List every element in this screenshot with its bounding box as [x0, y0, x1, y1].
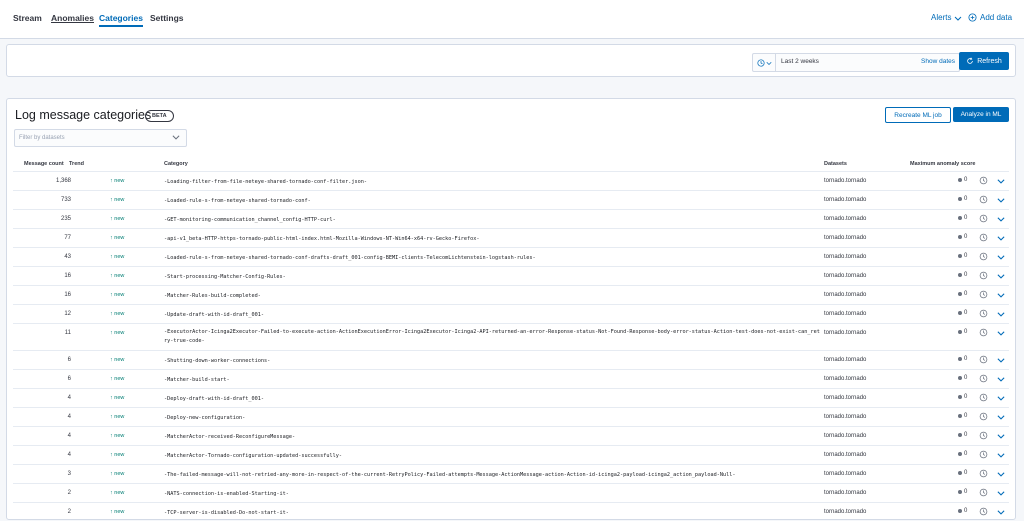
analyze-in-ml-button[interactable]: Analyze in ML — [953, 107, 1009, 122]
chevron-down-icon[interactable] — [996, 233, 1006, 243]
dataset-filter-select[interactable] — [14, 129, 187, 147]
score-dot-icon — [958, 178, 962, 182]
message-count: 4 — [67, 395, 71, 401]
dataset-name: tornado.tornado — [824, 197, 867, 203]
anomaly-score — [958, 375, 967, 381]
tab-stream[interactable]: Stream — [13, 13, 42, 23]
anomaly-score-value: 0 — [964, 508, 968, 514]
anomaly-score — [958, 253, 967, 259]
history-icon[interactable] — [979, 271, 988, 280]
message-count: 2 — [67, 490, 71, 496]
score-dot-icon — [958, 452, 962, 456]
message-count: 6 — [67, 376, 71, 382]
message-count: 12 — [64, 311, 71, 317]
column-header-datasets: Datasets — [824, 161, 847, 167]
dataset-name: tornado.tornado — [824, 292, 867, 298]
table-row — [13, 350, 1009, 369]
trend-new-badge: ↑ new — [110, 216, 125, 222]
anomaly-score-value: 0 — [964, 413, 968, 419]
dataset-name: tornado.tornado — [824, 357, 867, 363]
history-icon[interactable] — [979, 176, 988, 185]
history-icon[interactable] — [979, 450, 988, 459]
trend-new-badge: ↑ new — [110, 330, 125, 336]
trend-new-badge: ↑ new — [110, 311, 125, 317]
table-row — [13, 247, 1009, 266]
dataset-name: tornado.tornado — [824, 216, 867, 222]
score-dot-icon — [958, 273, 962, 277]
history-icon[interactable] — [979, 374, 988, 383]
category-pattern: -MatcherActor-received-ReconfigureMessage- — [164, 434, 296, 440]
category-pattern: -Start-processing-Matcher-Config-Rules- — [164, 274, 286, 280]
table-row — [13, 171, 1009, 190]
table-row — [13, 388, 1009, 407]
category-pattern: -Deploy-new-configuration- — [164, 415, 246, 421]
table-row — [13, 266, 1009, 285]
refresh-label: Refresh — [977, 57, 1002, 65]
category-pattern: -Matcher-Rules-build-completed- — [164, 293, 261, 299]
category-pattern: -Update-draft-with-id-draft_001- — [164, 312, 264, 318]
trend-new-badge: ↑ new — [110, 490, 125, 496]
recreate-ml-job-button[interactable]: Recreate ML job — [885, 107, 951, 123]
history-icon[interactable] — [979, 431, 988, 440]
trend-new-badge: ↑ new — [110, 452, 125, 458]
history-icon[interactable] — [979, 214, 988, 223]
chevron-down-icon[interactable] — [996, 290, 1006, 300]
column-header-category: Category — [164, 161, 188, 167]
dataset-name: tornado.tornado — [824, 330, 867, 336]
trend-new-badge: ↑ new — [110, 197, 125, 203]
chevron-down-icon[interactable] — [996, 393, 1006, 403]
plus-circle-icon — [968, 13, 977, 22]
clock-icon — [757, 59, 765, 67]
table-row — [13, 426, 1009, 445]
message-count: 11 — [64, 330, 71, 336]
trend-new-badge: ↑ new — [110, 509, 125, 515]
score-dot-icon — [958, 330, 962, 334]
anomaly-score-value: 0 — [964, 215, 968, 221]
score-dot-icon — [958, 292, 962, 296]
chevron-down-icon[interactable] — [996, 355, 1006, 365]
anomaly-score-value: 0 — [964, 329, 968, 335]
score-dot-icon — [958, 509, 962, 513]
chevron-down-icon[interactable] — [996, 328, 1006, 338]
dataset-name: tornado.tornado — [824, 433, 867, 439]
dataset-name: tornado.tornado — [824, 471, 867, 477]
filter-placeholder: Filter by datasets — [19, 135, 65, 141]
anomaly-score — [958, 470, 967, 476]
category-pattern: -Loading-filter-from-file-neteye-shared-tornado-conf-filter.json- — [164, 179, 368, 185]
time-filter-panel — [6, 44, 1016, 77]
category-pattern: -NATS-connection-is-enabled-Starting-it- — [164, 491, 289, 497]
chevron-down-icon[interactable] — [996, 374, 1006, 384]
refresh-button[interactable] — [959, 52, 1009, 70]
anomaly-score-value: 0 — [964, 196, 968, 202]
anomaly-score-value: 0 — [964, 177, 968, 183]
dataset-name: tornado.tornado — [824, 273, 867, 279]
table-row — [13, 304, 1009, 323]
trend-new-badge: ↑ new — [110, 235, 125, 241]
anomaly-score — [958, 432, 967, 438]
message-count: 2 — [67, 509, 71, 515]
history-icon[interactable] — [979, 309, 988, 318]
score-dot-icon — [958, 395, 962, 399]
history-icon[interactable] — [979, 412, 988, 421]
history-icon[interactable] — [979, 233, 988, 242]
anomaly-score — [958, 196, 967, 202]
anomaly-score — [958, 394, 967, 400]
history-icon[interactable] — [979, 469, 988, 478]
table-row — [13, 285, 1009, 304]
table-row — [13, 445, 1009, 464]
trend-new-badge: ↑ new — [110, 292, 125, 298]
chevron-down-icon[interactable] — [996, 176, 1006, 186]
history-icon[interactable] — [979, 393, 988, 402]
beta-badge: BETA — [145, 110, 174, 122]
chevron-down-icon — [954, 14, 962, 22]
category-pattern: -GET-monitoring-communication_channel_config-HTTP-curl- — [164, 217, 336, 223]
chevron-down-icon[interactable] — [996, 450, 1006, 460]
dataset-name: tornado.tornado — [824, 490, 867, 496]
anomaly-score-value: 0 — [964, 356, 968, 362]
chevron-down-icon[interactable] — [996, 271, 1006, 281]
alerts-menu[interactable] — [931, 13, 962, 22]
history-icon[interactable] — [979, 195, 988, 204]
history-icon[interactable] — [979, 328, 988, 337]
table-row — [13, 209, 1009, 228]
message-count: 4 — [67, 414, 71, 420]
category-pattern: -Deploy-draft-with-id-draft_001- — [164, 396, 264, 402]
message-count: 6 — [67, 357, 71, 363]
chevron-down-icon[interactable] — [996, 507, 1006, 517]
anomaly-score-value: 0 — [964, 234, 968, 240]
tab-anomalies[interactable]: Anomalies — [51, 13, 94, 23]
message-count: 733 — [60, 197, 71, 203]
chevron-down-icon[interactable] — [996, 252, 1006, 262]
category-pattern: -api-v1_beta-HTTP-https-tornado-public-html-index.html-Mozilla-Windows-NT-Win64-x64-rv-Gecko-Firefox- — [164, 236, 480, 242]
message-count: 43 — [64, 254, 71, 260]
trend-new-badge: ↑ new — [110, 414, 125, 420]
message-count: 4 — [67, 452, 71, 458]
table-row — [13, 369, 1009, 388]
date-picker[interactable] — [752, 53, 960, 72]
category-pattern: -Matcher-build-start- — [164, 377, 230, 383]
chevron-down-icon[interactable] — [996, 488, 1006, 498]
category-pattern: -MatcherActor-Tornado-configuration-updated-successfully- — [164, 453, 343, 459]
message-count: 1,368 — [55, 178, 71, 184]
trend-new-badge: ↑ new — [110, 254, 125, 260]
score-dot-icon — [958, 357, 962, 361]
quick-select-button[interactable] — [753, 54, 776, 71]
chevron-down-icon[interactable] — [996, 309, 1006, 319]
table-row — [13, 464, 1009, 483]
anomaly-score-value: 0 — [964, 394, 968, 400]
message-count: 77 — [64, 235, 71, 241]
anomaly-score — [958, 489, 967, 495]
anomaly-score — [958, 234, 967, 240]
column-header-max-anomaly-score[interactable]: Maximum anomaly score — [910, 161, 976, 167]
anomaly-score — [958, 310, 967, 316]
message-count: 16 — [64, 273, 71, 279]
message-count: 4 — [67, 433, 71, 439]
anomaly-score — [958, 272, 967, 278]
table-row — [13, 323, 1009, 350]
score-dot-icon — [958, 197, 962, 201]
category-pattern: -ExecutorActor-Icinga2Executor-Failed-to-execute-action-ActionExecutionError-Icinga2Executor-Icinga2-API-returned-an-error-Response-status-Not-Found-Response-body-error-status-Action-test-does-not-exist-can_retry-true-code- — [164, 329, 820, 344]
chevron-down-icon — [171, 132, 181, 142]
show-dates-link[interactable]: Show dates — [921, 58, 955, 65]
dataset-name: tornado.tornado — [824, 452, 867, 458]
score-dot-icon — [958, 433, 962, 437]
dataset-name: tornado.tornado — [824, 235, 867, 241]
history-icon[interactable] — [979, 507, 988, 516]
category-pattern: -TCP-server-is-disabled-Do-not-start-it- — [164, 510, 289, 516]
anomaly-score-value: 0 — [964, 253, 968, 259]
add-data-label: Add data — [980, 13, 1013, 22]
score-dot-icon — [958, 490, 962, 494]
score-dot-icon — [958, 376, 962, 380]
chevron-down-icon[interactable] — [996, 469, 1006, 479]
anomaly-score — [958, 329, 967, 335]
trend-new-badge: ↑ new — [110, 178, 125, 184]
categories-table-body — [13, 171, 1009, 521]
chevron-down-icon[interactable] — [996, 412, 1006, 422]
anomaly-score-value: 0 — [964, 272, 968, 278]
table-row — [13, 190, 1009, 209]
trend-new-badge: ↑ new — [110, 433, 125, 439]
dataset-name: tornado.tornado — [824, 178, 867, 184]
history-icon[interactable] — [979, 355, 988, 364]
category-pattern: -Shutting-down-worker-connections- — [164, 358, 271, 364]
history-icon[interactable] — [979, 252, 988, 261]
anomaly-score — [958, 413, 967, 419]
table-row — [13, 407, 1009, 426]
history-icon[interactable] — [979, 488, 988, 497]
trend-new-badge: ↑ new — [110, 273, 125, 279]
score-dot-icon — [958, 235, 962, 239]
table-row — [13, 228, 1009, 247]
dataset-name: tornado.tornado — [824, 395, 867, 401]
score-dot-icon — [958, 216, 962, 220]
chevron-down-icon — [766, 60, 772, 66]
anomaly-score-value: 0 — [964, 489, 968, 495]
categories-panel — [6, 98, 1016, 520]
score-dot-icon — [958, 311, 962, 315]
anomaly-score — [958, 508, 967, 514]
trend-new-badge: ↑ new — [110, 357, 125, 363]
anomaly-score-value: 0 — [964, 375, 968, 381]
history-icon[interactable] — [979, 290, 988, 299]
category-pattern: -Loaded-rule-s-from-neteye-shared-tornado-conf-drafts-draft_001-config-BEMI-clients-TelecomLichtenstein-logstash-rules- — [164, 255, 536, 261]
score-dot-icon — [958, 471, 962, 475]
anomaly-score — [958, 177, 967, 183]
tab-categories[interactable]: Categories — [99, 13, 143, 23]
table-row — [13, 483, 1009, 502]
top-navigation — [0, 0, 1024, 39]
anomaly-score — [958, 215, 967, 221]
chevron-down-icon[interactable] — [996, 431, 1006, 441]
column-header-trend: Trend — [69, 161, 84, 167]
anomaly-score — [958, 356, 967, 362]
anomaly-score — [958, 451, 967, 457]
anomaly-score-value: 0 — [964, 310, 968, 316]
trend-new-badge: ↑ new — [110, 471, 125, 477]
date-range-text: Last 2 weeks — [781, 58, 819, 65]
alerts-label: Alerts — [931, 13, 952, 22]
message-count: 235 — [60, 216, 71, 222]
anomaly-score — [958, 291, 967, 297]
dataset-name: tornado.tornado — [824, 311, 867, 317]
anomaly-score-value: 0 — [964, 470, 968, 476]
message-count: 16 — [64, 292, 71, 298]
chevron-down-icon[interactable] — [996, 214, 1006, 224]
score-dot-icon — [958, 414, 962, 418]
category-pattern: -Loaded-rule-s-from-neteye-shared-tornado-conf- — [164, 198, 311, 204]
dataset-name: tornado.tornado — [824, 254, 867, 260]
trend-new-badge: ↑ new — [110, 395, 125, 401]
score-dot-icon — [958, 254, 962, 258]
anomaly-score-value: 0 — [964, 432, 968, 438]
dataset-name: tornado.tornado — [824, 376, 867, 382]
category-pattern: -The-failed-message-will-not-retried-any-more-in-respect-of-the-current-RetryPolicy-Failed-attempts-Message-ActionMessage-action-Action-id-icinga2-payload-icinga2_action_payload-Null- — [164, 472, 736, 478]
tab-settings[interactable]: Settings — [150, 13, 184, 23]
anomaly-score-value: 0 — [964, 451, 968, 457]
trend-new-badge: ↑ new — [110, 376, 125, 382]
dataset-name: tornado.tornado — [824, 509, 867, 515]
chevron-down-icon[interactable] — [996, 195, 1006, 205]
anomaly-score-value: 0 — [964, 291, 968, 297]
dataset-name: tornado.tornado — [824, 414, 867, 420]
table-row — [13, 502, 1009, 521]
add-data-link[interactable] — [968, 13, 1012, 22]
message-count: 3 — [67, 471, 71, 477]
refresh-icon — [966, 57, 974, 65]
column-header-count[interactable]: Message count — [24, 161, 64, 167]
page-title: Log message categories — [15, 108, 152, 122]
